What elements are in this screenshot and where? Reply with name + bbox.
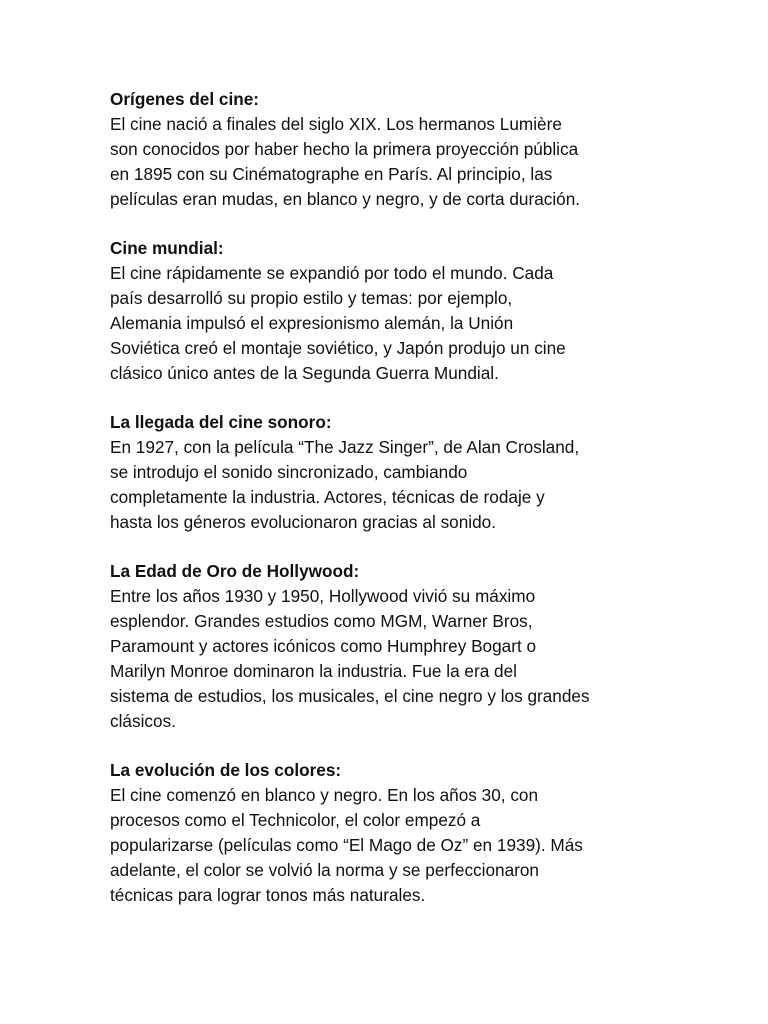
- paragraph-line: El cine rápidamente se expandió por todo el mundo. Cada: [110, 263, 554, 283]
- paragraph-line: son conocidos por haber hecho la primera proyección pública: [110, 139, 579, 159]
- paragraph-line: adelante, el color se volvió la norma y se perfeccionaron: [110, 860, 539, 880]
- paragraph-line: procesos como el Technicolor, el color empezó a: [110, 810, 481, 830]
- paragraph-line: Alemania impulsó el expresionismo alemán, la Unión: [110, 313, 514, 333]
- section-heading: Orígenes del cine:: [110, 89, 260, 109]
- paragraph-line: El cine nació a finales del siglo XIX. Los hermanos Lumière: [110, 114, 562, 134]
- section-heading: Cine mundial:: [110, 238, 224, 258]
- section-evolucion-colores: [110, 758, 670, 908]
- section-edad-de-oro: [110, 559, 670, 734]
- paragraph-line: se introdujo el sonido sincronizado, cambiando: [110, 462, 468, 482]
- paragraph-line: El cine comenzó en blanco y negro. En los años 30, con: [110, 785, 539, 805]
- document-page: [110, 87, 670, 932]
- section-heading: La evolución de los colores:: [110, 760, 342, 780]
- paragraph-line: Paramount y actores icónicos como Humphrey Bogart o: [110, 636, 537, 656]
- section-origenes: [110, 87, 670, 212]
- paragraph-line: clásico único antes de la Segunda Guerra Mundial.: [110, 363, 499, 383]
- paragraph-line: Soviética creó el montaje soviético, y Japón produjo un cine: [110, 338, 566, 358]
- section-heading: La Edad de Oro de Hollywood:: [110, 561, 360, 581]
- section-cine-sonoro: [110, 410, 670, 535]
- paragraph-line: En 1927, con la película “The Jazz Singer”, de Alan Crosland,: [110, 437, 580, 457]
- paragraph-line: Marilyn Monroe dominaron la industria. Fue la era del: [110, 661, 517, 681]
- paragraph-line: país desarrolló su propio estilo y temas: por ejemplo,: [110, 288, 513, 308]
- paragraph-line: en 1895 con su Cinématographe en París. Al principio, las: [110, 164, 553, 184]
- paragraph-line: sistema de estudios, los musicales, el cine negro y los grandes: [110, 686, 590, 706]
- paragraph-line: clásicos.: [110, 711, 176, 731]
- paragraph-line: completamente la industria. Actores, técnicas de rodaje y: [110, 487, 545, 507]
- paragraph-line: técnicas para lograr tonos más naturales.: [110, 885, 426, 905]
- paragraph-line: películas eran mudas, en blanco y negro, y de corta duración.: [110, 189, 581, 209]
- paragraph-line: Entre los años 1930 y 1950, Hollywood vivió su máximo: [110, 586, 536, 606]
- section-heading: La llegada del cine sonoro:: [110, 412, 332, 432]
- paragraph-line: esplendor. Grandes estudios como MGM, Warner Bros,: [110, 611, 533, 631]
- section-cine-mundial: [110, 236, 670, 386]
- paragraph-line: popularizarse (películas como “El Mago de Oz” en 1939). Más: [110, 835, 583, 855]
- paragraph-line: hasta los géneros evolucionaron gracias al sonido.: [110, 512, 497, 532]
